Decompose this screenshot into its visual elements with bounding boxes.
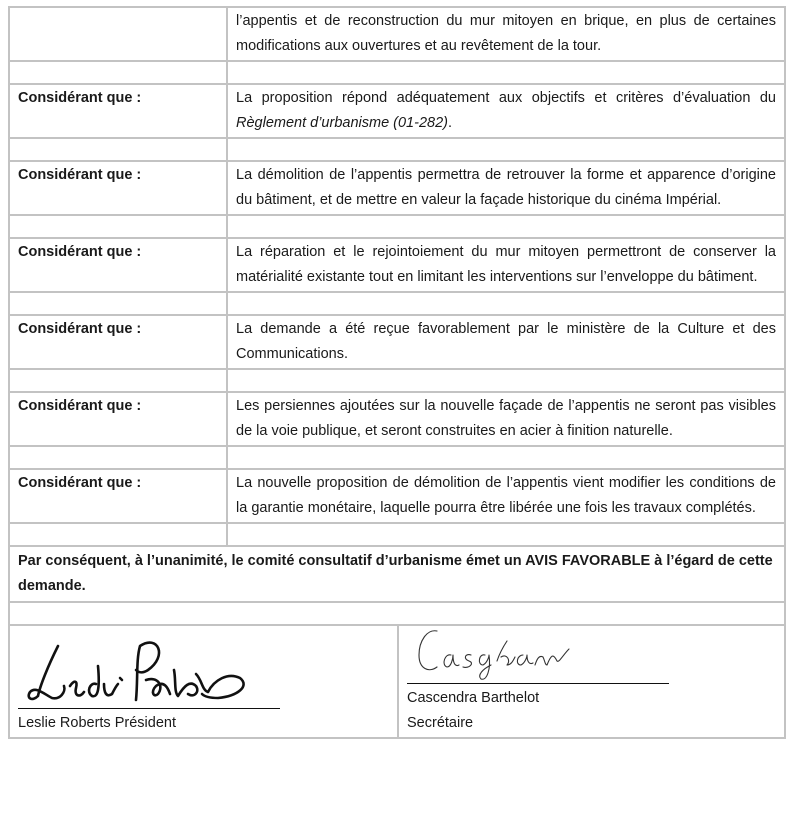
spacer-row (9, 138, 785, 161)
row-text: La démolition de l’appentis permettra de retrouver la forme et apparence d’origine du bâtiment, et de mettre en valeur la façade historique du cinéma Impérial. (227, 161, 785, 215)
signature-line (407, 683, 669, 684)
spacer-row (9, 523, 785, 546)
table-row (9, 7, 785, 61)
spacer-row (9, 369, 785, 392)
conclusion-text: Par conséquent, à l’unanimité, le comité consultatif d’urbanisme émet un AVIS FAVORABLE à l’égard de cette demande. (9, 546, 785, 602)
bylaw-reference: Règlement d’urbanisme (01-282) (236, 114, 448, 131)
spacer-row (9, 292, 785, 315)
row-label: Considérant que : (9, 84, 227, 138)
table-row (9, 315, 785, 369)
president-signature-cell (9, 624, 398, 738)
row-text: La nouvelle proposition de démolition de l’appentis vient modifier les conditions de la garantie monétaire, laquelle pourra être libérée une fois les travaux complétés. (227, 469, 785, 523)
text-before: La proposition répond adéquatement aux objectifs et critères d’évaluation du (236, 90, 776, 106)
signature-table (8, 624, 786, 739)
row-text (227, 84, 785, 138)
table-row (9, 238, 785, 292)
president-caption: Leslie Roberts Président (18, 714, 176, 731)
row-label (9, 7, 227, 61)
secretary-signature (407, 625, 587, 683)
secretary-name: Cascendra Barthelot (407, 690, 540, 706)
spacer-row (9, 215, 785, 238)
signature-row (9, 624, 785, 738)
row-label: Considérant que : (9, 315, 227, 369)
row-label: Considérant que : (9, 392, 227, 446)
row-label: Considérant que : (9, 238, 227, 292)
row-text: La demande a été reçue favorablement par le ministère de la Culture et des Communications. (227, 315, 785, 369)
spacer-row (9, 61, 785, 84)
signature-line (18, 708, 280, 709)
secretary-role: Secrétaire (407, 714, 474, 731)
table-row (9, 84, 785, 138)
resolution-table (8, 6, 786, 626)
text-after: . (447, 114, 453, 131)
row-label: Considérant que : (9, 469, 227, 523)
table-row (9, 469, 785, 523)
row-text: l’appentis et de reconstruction du mur mitoyen en brique, en plus de certaines modifications aux ouvertures et au revêtement de la tour. (227, 7, 785, 61)
row-text: Les persiennes ajoutées sur la nouvelle façade de l’appentis ne seront pas visibles de la voie publique, et seront construites en acier à finition naturelle. (227, 392, 785, 446)
row-label: Considérant que : (9, 161, 227, 215)
table-row (9, 392, 785, 446)
secretary-signature-cell (398, 624, 785, 738)
spacer-row (9, 602, 785, 625)
row-text: La réparation et le rejointoiement du mur mitoyen permettront de conserver la matérialité existante tout en limitant les interventions sur l’enveloppe du bâtiment. (227, 238, 785, 292)
president-signature (18, 636, 258, 708)
table-row (9, 161, 785, 215)
spacer-row (9, 446, 785, 469)
conclusion-row (9, 546, 785, 602)
